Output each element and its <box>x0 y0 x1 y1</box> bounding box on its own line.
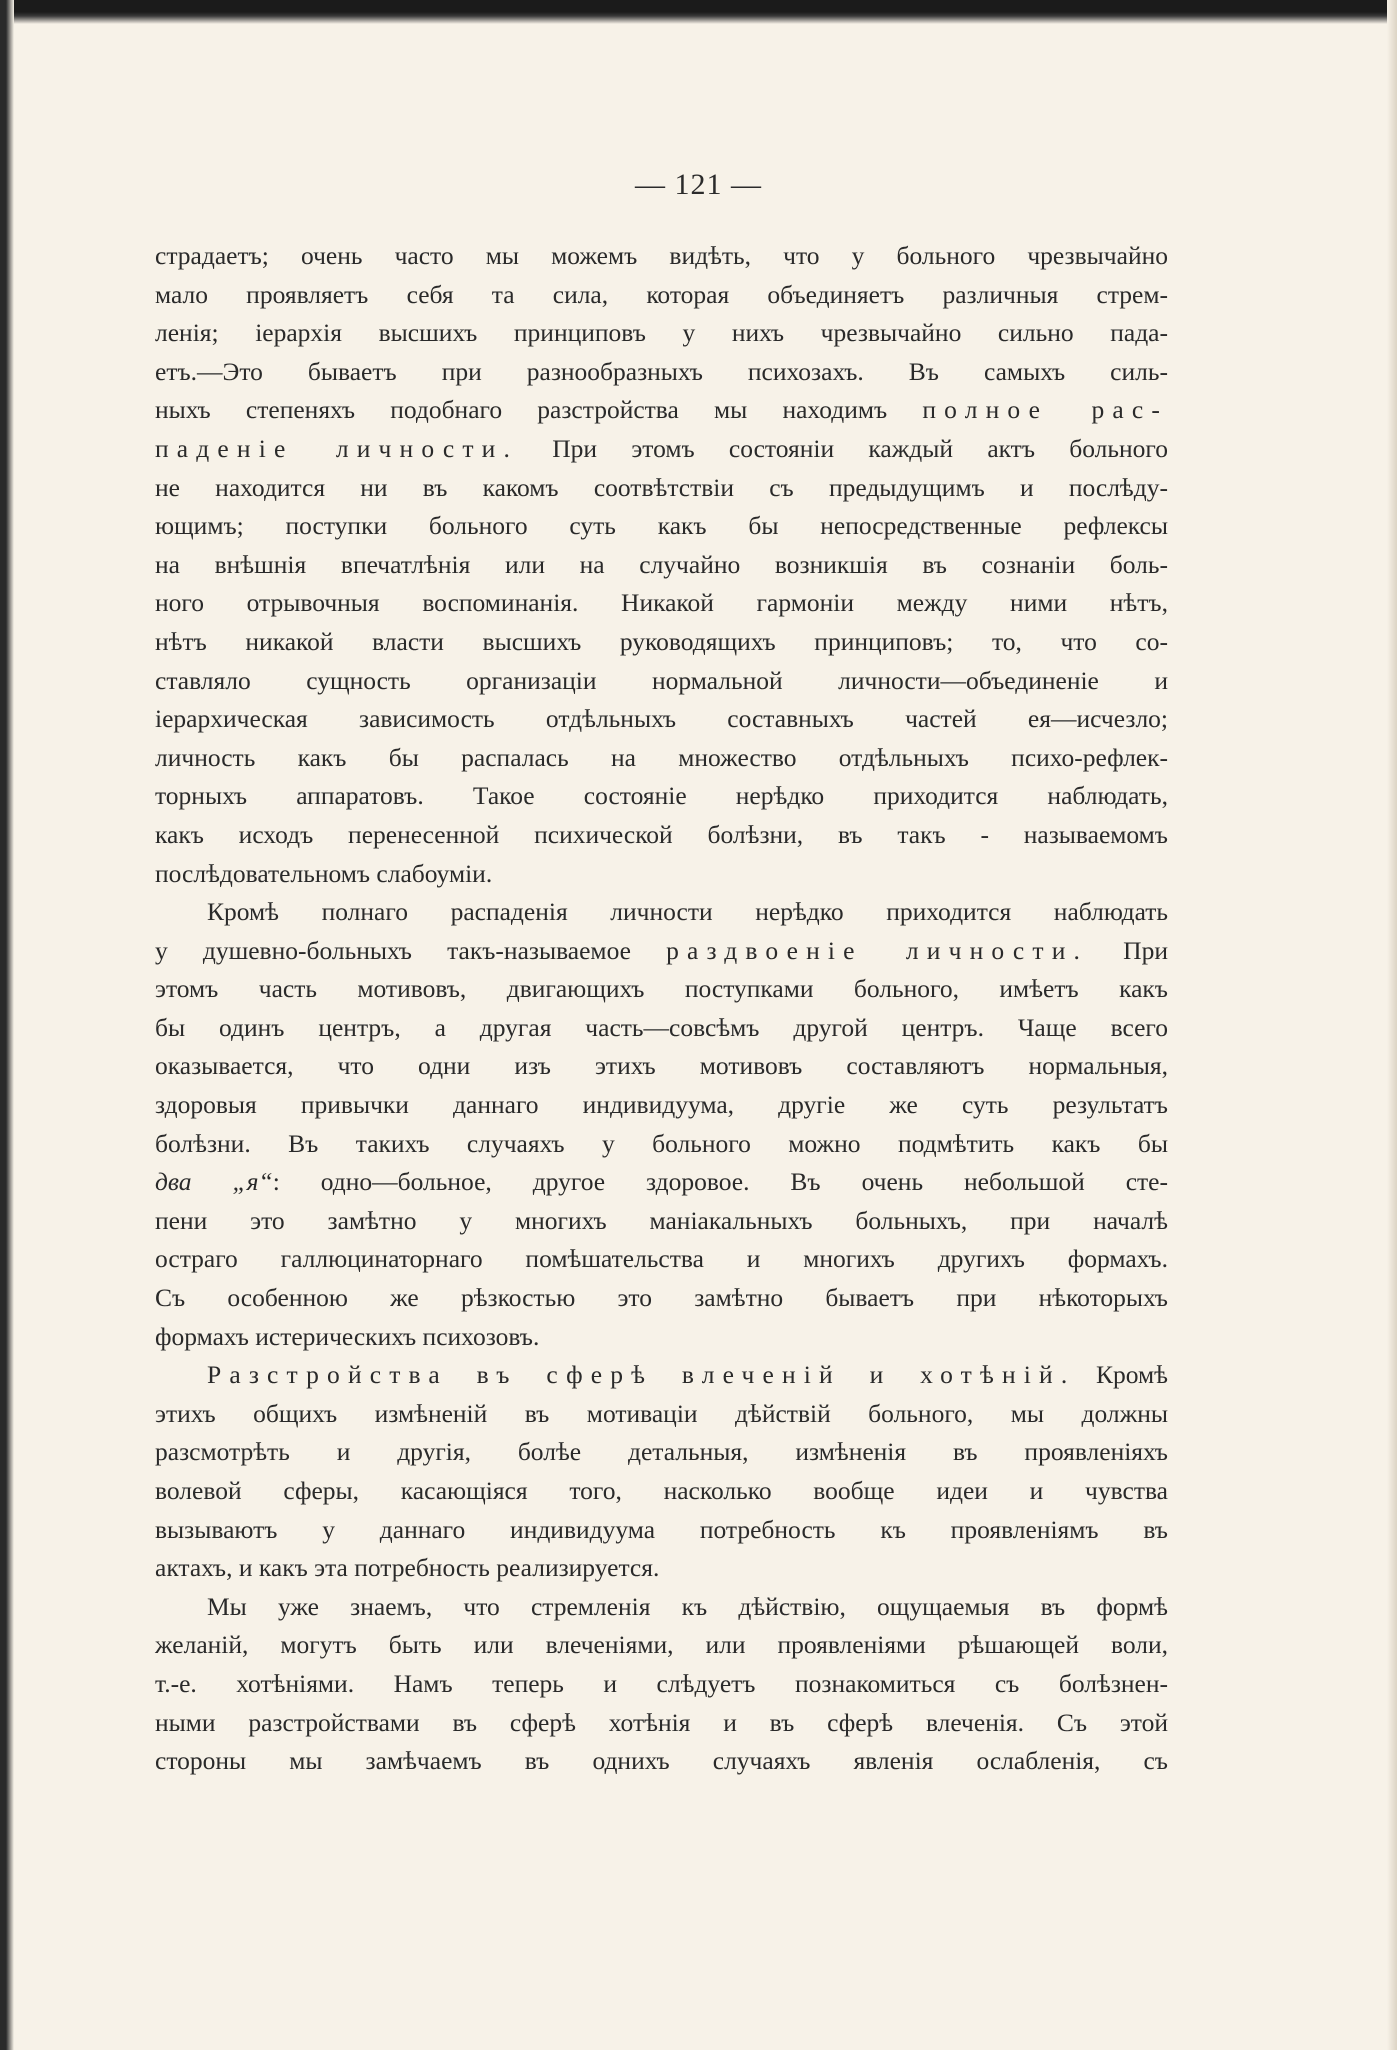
line-text: личность какъ бы распалась на множество отдѣльныхъ психо-рефлек- <box>155 742 1168 772</box>
text-line <box>155 584 1168 623</box>
line-text: волевой сферы, касающіяся того, насколько вообще идеи и чувства <box>155 1476 1168 1505</box>
line-text: на внѣшнія впечатлѣнія или на случайно возникшія въ сознаніи боль- <box>155 549 1168 579</box>
line-text: іерархическая зависимость отдѣльныхъ составныхъ частей ея—исчезло; <box>155 704 1168 734</box>
line-text: Кромѣ <box>1075 1360 1168 1390</box>
text-line <box>155 1202 1168 1241</box>
line-text: послѣдовательномъ слабоуміи. <box>155 858 493 888</box>
body-text <box>155 237 1168 1781</box>
line-text: этихъ общихъ измѣненій въ мотиваціи дѣйствій больного, мы должны <box>155 1398 1168 1428</box>
text-line <box>155 816 1168 855</box>
line-text: не находится ни въ какомъ соотвѣтствіи съ предыдущимъ и послѣду- <box>155 472 1168 502</box>
line-text: нѣтъ никакой власти высшихъ руководящихъ принциповъ; то, что со- <box>155 626 1168 656</box>
page-number: — 121 — <box>635 168 762 201</box>
text-line <box>155 700 1168 739</box>
text-line <box>155 1163 1168 1202</box>
line-text: При этомъ состояніи каждый актъ больного <box>518 433 1168 463</box>
text-line <box>155 469 1168 508</box>
line-text: : одно—больное, другое здоровое. Въ очень небольшой сте- <box>272 1167 1168 1197</box>
line-text: остраго галлюцинаторнаго помѣшательства и многихъ другихъ формахъ. <box>155 1244 1168 1274</box>
spaced-emphasis-text: полное рас- <box>922 395 1168 425</box>
text-line <box>155 353 1168 392</box>
text-line <box>155 1626 1168 1665</box>
line-text: формахъ истерическихъ психозовъ. <box>155 1321 540 1351</box>
text-line <box>155 546 1168 585</box>
line-text: ставляло сущность организаціи нормальной личности—объединеніе и <box>155 665 1168 695</box>
line-text: здоровыя привычки даннаго индивидуума, другіе же суть результатъ <box>155 1090 1168 1120</box>
text-line <box>155 1665 1168 1704</box>
text-line <box>155 1472 1168 1511</box>
line-text: ного отрывочныя воспоминанія. Никакой гармоніи между ними нѣтъ, <box>155 588 1168 618</box>
scan-border-right <box>1387 0 1397 2050</box>
line-text: страдаетъ; очень часто мы можемъ видѣть, что у больного чрезвычайно <box>155 241 1168 270</box>
line-text: торныхъ аппаратовъ. Такое состояніе нерѣдко приходится наблюдать, <box>155 781 1168 811</box>
line-text: бы одинъ центръ, а другая часть—совсѣмъ другой центръ. Чаще всего <box>155 1012 1168 1042</box>
line-text: актахъ, и какъ эта потребность реализируется. <box>155 1553 660 1583</box>
text-line <box>155 1395 1168 1434</box>
text-line <box>155 391 1168 430</box>
line-text: ными разстройствами въ сферѣ хотѣнія и въ сферѣ влеченія. Съ этой <box>155 1707 1168 1737</box>
text-line <box>155 1240 1168 1279</box>
text-line <box>155 623 1168 662</box>
text-line <box>155 1588 1168 1627</box>
line-text: желаній, могутъ быть или влеченіями, или проявленіями рѣшающей воли, <box>155 1630 1168 1660</box>
scan-border-top <box>0 0 1397 24</box>
line-text: разсмотрѣть и другія, болѣе детальныя, измѣненія въ проявленіяхъ <box>155 1437 1168 1467</box>
line-text: етъ.—Это бываетъ при разнообразныхъ психозахъ. Въ самыхъ силь- <box>155 356 1168 386</box>
italic-text: два „я“ <box>155 1167 273 1197</box>
text-line <box>155 893 1168 932</box>
text-line <box>155 1086 1168 1125</box>
line-text: стороны мы замѣчаемъ въ однихъ случаяхъ явленія ослабленія, съ <box>155 1746 1168 1776</box>
line-text: Кромѣ полнаго распаденія личности нерѣдко приходится наблюдать <box>207 897 1168 927</box>
text-line <box>155 970 1168 1009</box>
text-line <box>155 1704 1168 1743</box>
text-line <box>155 1318 1168 1357</box>
line-text: При <box>1088 935 1168 965</box>
line-text: Мы уже знаемъ, что стремленія къ дѣйствію, ощущаемыя въ формѣ <box>207 1591 1168 1621</box>
line-text: у душевно-больныхъ такъ-называемое <box>155 935 667 965</box>
line-text: ленія; іерархія высшихъ принциповъ у нихъ чрезвычайно сильно пада- <box>155 318 1168 348</box>
line-text: какъ исходъ перенесенной психической болѣзни, въ такъ - называемомъ <box>155 819 1168 849</box>
text-line <box>155 662 1168 701</box>
line-text: этомъ часть мотивовъ, двигающихъ поступками больного, имѣетъ какъ <box>155 974 1168 1004</box>
text-line <box>155 1433 1168 1472</box>
line-text: мало проявляетъ себя та сила, которая объединяетъ различныя стрем- <box>155 279 1168 309</box>
spaced-emphasis-text: раздвоеніе личности. <box>666 935 1089 965</box>
line-text: вызываютъ у даннаго индивидуума потребность къ проявленіямъ въ <box>155 1514 1168 1544</box>
text-line <box>155 237 1168 276</box>
text-line <box>155 1356 1168 1395</box>
text-line <box>155 1125 1168 1164</box>
text-line <box>155 777 1168 816</box>
line-text: т.-е. хотѣніями. Намъ теперь и слѣдуетъ познакомиться съ болѣзнен- <box>155 1668 1168 1698</box>
text-line <box>155 430 1168 469</box>
text-line <box>155 1279 1168 1318</box>
spaced-emphasis-text: Разстройства въ сферѣ влеченій и хотѣній. <box>207 1360 1076 1390</box>
line-text: пени это замѣтно у многихъ маніакальныхъ больныхъ, при началѣ <box>155 1205 1168 1235</box>
spaced-emphasis-text: паденіе личности. <box>155 433 518 463</box>
text-line <box>155 932 1168 971</box>
text-line <box>155 276 1168 315</box>
text-line <box>155 739 1168 778</box>
scan-border-left <box>0 0 14 2050</box>
text-line <box>155 1549 1168 1588</box>
text-line <box>155 855 1168 894</box>
text-line <box>155 507 1168 546</box>
line-text: Съ особенною же рѣзкостью это замѣтно бываетъ при нѣкоторыхъ <box>155 1283 1168 1313</box>
line-text: болѣзни. Въ такихъ случаяхъ у больного можно подмѣтить какъ бы <box>155 1128 1168 1158</box>
text-line <box>155 1742 1168 1781</box>
text-line <box>155 1511 1168 1550</box>
text-line <box>155 1009 1168 1048</box>
text-line <box>155 314 1168 353</box>
line-text: ныхъ степеняхъ подобнаго разстройства мы находимъ <box>155 395 923 425</box>
line-text: ющимъ; поступки больного суть какъ бы непосредственные рефлексы <box>155 511 1168 541</box>
text-line <box>155 1047 1168 1086</box>
line-text: оказывается, что одни изъ этихъ мотивовъ составляютъ нормальныя, <box>155 1051 1168 1081</box>
